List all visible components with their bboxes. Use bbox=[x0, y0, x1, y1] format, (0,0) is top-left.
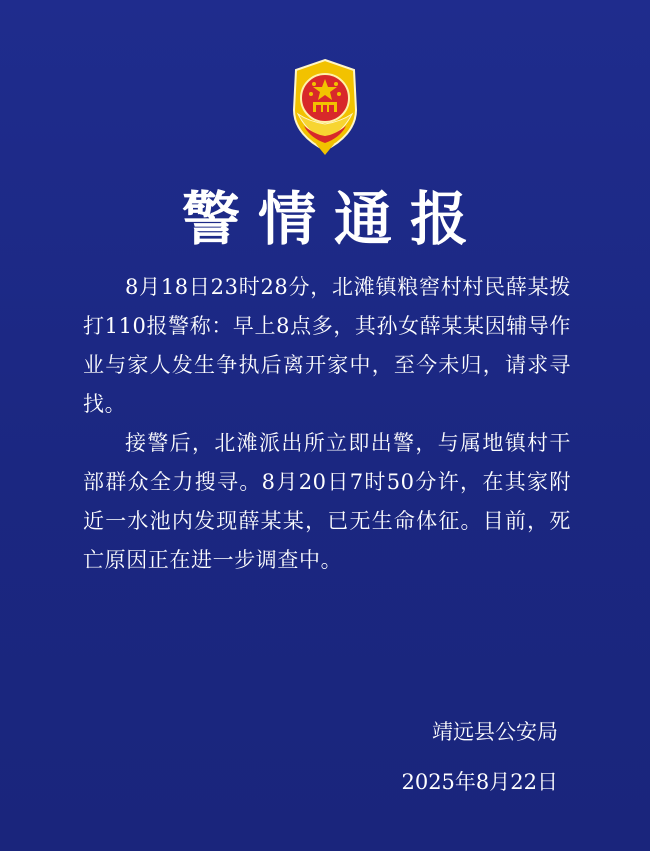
notice-body bbox=[83, 268, 571, 580]
notice-date: 2025年8月22日 bbox=[401, 770, 558, 794]
notice-title: 警情通报 bbox=[181, 185, 486, 253]
notice-signature bbox=[318, 707, 558, 807]
police-emblem-icon bbox=[272, 56, 378, 162]
notice-paragraph: 8月18日23时28分，北滩镇粮窖村村民薛某拨打110报警称：早上8点多，其孙女薛某某因辅导作业与家人发生争执后离开家中，至今未归，请求寻找。 bbox=[83, 275, 571, 416]
issuer-name: 靖远县公安局 bbox=[432, 720, 558, 744]
notice-paragraph: 接警后，北滩派出所立即出警，与属地镇村干部群众全力搜寻。8月20日7时50分许，在其家附近一水池内发现薛某某，已无生命体征。目前，死亡原因正在进一步调查中。 bbox=[83, 431, 571, 572]
